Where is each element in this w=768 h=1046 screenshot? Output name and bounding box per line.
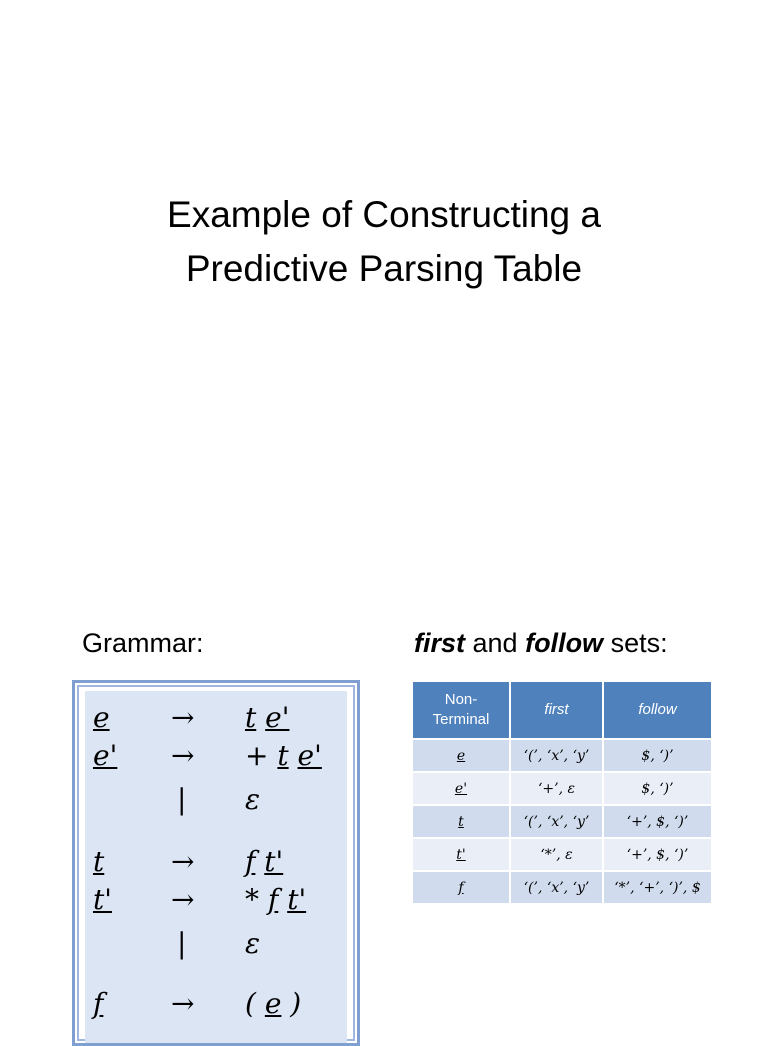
follow-cell: ‘*’, ‘+’, ‘)’, $ — [603, 871, 712, 903]
table-row — [413, 838, 712, 871]
arrow-icon: → — [171, 701, 195, 734]
follow-cell: $, ‘)’ — [603, 772, 712, 805]
column-header-first: first — [510, 682, 603, 739]
first-cell: ‘(’, ‘x’, ‘y’ — [510, 739, 603, 772]
nonterminal-cell: e' — [413, 772, 510, 805]
rule-lhs: e' — [93, 739, 118, 772]
first-cell: ‘(’, ‘x’, ‘y’ — [510, 805, 603, 838]
rule-lhs: t — [93, 845, 105, 878]
alternative-bar: | — [177, 783, 187, 816]
table-row — [413, 739, 712, 772]
rule-lhs: e — [93, 701, 110, 734]
table-header-row — [413, 682, 712, 739]
first-cell: ‘+’, ε — [510, 772, 603, 805]
first-cell: ‘*’, ε — [510, 838, 603, 871]
arrow-icon: → — [171, 883, 195, 916]
table-row — [413, 772, 712, 805]
table-row — [413, 871, 712, 903]
sets-word: sets: — [603, 628, 668, 658]
grammar-box — [72, 680, 360, 1046]
nonterminal-cell: t — [413, 805, 510, 838]
rule-rhs: ε — [245, 927, 261, 960]
first-word: first — [414, 628, 466, 658]
rule-rhs: + t e' — [245, 739, 322, 772]
rule-rhs: ε — [245, 783, 261, 816]
first-follow-table — [413, 682, 713, 903]
first-cell: ‘(’, ‘x’, ‘y’ — [510, 871, 603, 903]
rule-rhs: t e' — [245, 701, 290, 734]
grammar-heading: Grammar: — [82, 628, 204, 658]
nonterminal-cell: e — [413, 739, 510, 772]
title-line-1: Example of Constructing a — [167, 194, 601, 235]
page-title — [0, 188, 768, 296]
sets-heading — [414, 628, 668, 659]
follow-cell: ‘+’, $, ‘)’ — [603, 838, 712, 871]
rule-rhs: * f t' — [245, 883, 307, 916]
rule-rhs: f t' — [245, 845, 284, 878]
column-header-follow: follow — [603, 682, 712, 739]
arrow-icon: → — [171, 739, 195, 772]
arrow-icon: → — [171, 845, 195, 878]
follow-cell: $, ‘)’ — [603, 739, 712, 772]
rule-rhs: ( e ) — [245, 987, 302, 1020]
follow-cell: ‘+’, $, ‘)’ — [603, 805, 712, 838]
rule-lhs: t' — [93, 883, 112, 916]
rule-lhs: f — [93, 987, 104, 1020]
and-word: and — [465, 628, 526, 658]
alternative-bar: | — [177, 927, 187, 960]
arrow-icon: → — [171, 987, 195, 1020]
grammar-panel — [85, 691, 347, 1043]
column-header-nonterminal: Non-Terminal — [413, 682, 510, 739]
nonterminal-cell: t' — [413, 838, 510, 871]
table-row — [413, 805, 712, 838]
follow-word: follow — [525, 628, 604, 658]
nonterminal-cell: f — [413, 871, 510, 903]
title-line-2: Predictive Parsing Table — [185, 248, 583, 289]
